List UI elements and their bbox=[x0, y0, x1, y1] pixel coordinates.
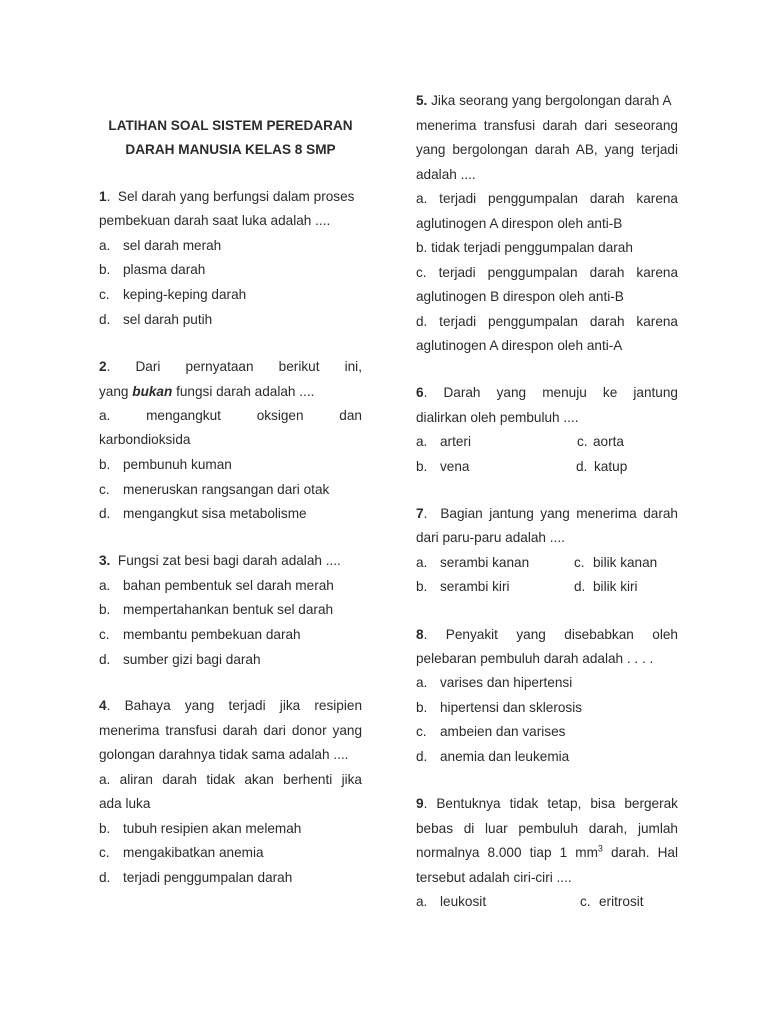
option: c. keping-keping darah bbox=[99, 287, 247, 302]
question-7-line-1: 7. Bagian jantung yang menerima darah bbox=[416, 506, 678, 521]
question-5-line-1: 5. Jika seorang yang bergolongan darah A bbox=[416, 93, 672, 108]
option: c. ambeien dan varises bbox=[416, 724, 566, 739]
option: a. aliran darah tidak akan berhenti jika bbox=[99, 772, 362, 787]
question-number: 3. bbox=[99, 553, 111, 568]
option: d. anemia dan leukemia bbox=[416, 749, 570, 764]
question-number: 8 bbox=[416, 627, 424, 642]
option-continuation: aglutinogen A direspon oleh anti-B bbox=[416, 216, 623, 231]
option: c. terjadi penggumpalan darah karena bbox=[416, 265, 678, 280]
option-pair: a. leukosit c. eritrosit bbox=[416, 894, 644, 909]
question-number: 5. bbox=[416, 93, 428, 108]
option: d. sel darah putih bbox=[99, 312, 213, 327]
option-pair: a. serambi kanan c. bilik kanan bbox=[416, 555, 658, 570]
question-number: 1 bbox=[99, 189, 107, 204]
option-continuation: aglutinogen B direspon oleh anti-B bbox=[416, 289, 624, 304]
question-9-line-4: tersebut adalah ciri-ciri .... bbox=[416, 870, 572, 885]
option: d. terjadi penggumpalan darah bbox=[99, 870, 293, 885]
question-9-line-2: bebas di luar pembuluh darah, jumlah bbox=[416, 821, 678, 836]
question-4-line-1: 4. Bahaya yang terjadi jika resipien bbox=[99, 698, 363, 713]
option: d. mengangkut sisa metabolisme bbox=[99, 506, 307, 521]
option: b. plasma darah bbox=[99, 262, 206, 277]
question-text: Sel darah yang berfungsi dalam proses bbox=[117, 189, 355, 204]
document-title-line-2: DARAH MANUSIA KELAS 8 SMP bbox=[125, 142, 336, 157]
question-7-line-2: dari paru-paru adalah .... bbox=[416, 530, 565, 545]
option-pair: b. vena d. katup bbox=[416, 459, 628, 474]
option: a. mengangkut oksigen dan bbox=[99, 408, 362, 423]
option-continuation: aglutinogen A direspon oleh anti-A bbox=[416, 338, 623, 353]
option: a. sel darah merah bbox=[99, 238, 222, 253]
question-6-line-1: 6. Darah yang menuju ke jantung bbox=[416, 385, 678, 400]
option-pair: a. arteri c. aorta bbox=[416, 434, 624, 449]
option: c. mengakibatkan anemia bbox=[99, 845, 264, 860]
question-4-line-2: menerima transfusi darah dari donor yang bbox=[99, 723, 362, 738]
option-continuation: karbondioksida bbox=[99, 432, 191, 447]
question-number: 9 bbox=[416, 796, 424, 811]
question-number: 2 bbox=[99, 359, 107, 374]
question-5-line-2: menerima transfusi darah dari seseorang bbox=[416, 118, 678, 133]
question-number: 6 bbox=[416, 385, 424, 400]
option: a. varises dan hipertensi bbox=[416, 675, 573, 690]
question-8-line-2: pelebaran pembuluh darah adalah . . . . bbox=[416, 651, 654, 666]
question-number: 7 bbox=[416, 506, 424, 521]
option: b. tubuh resipien akan melemah bbox=[99, 821, 302, 836]
option: c. membantu pembekuan darah bbox=[99, 627, 301, 642]
question-3-line-1: 3. Fungsi zat besi bagi darah adalah .... bbox=[99, 553, 341, 568]
option: d. sumber gizi bagi darah bbox=[99, 652, 261, 667]
document-title-line-1: LATIHAN SOAL SISTEM PEREDARAN bbox=[108, 118, 353, 133]
option: b. mempertahankan bentuk sel darah bbox=[99, 602, 334, 617]
question-5-line-3: yang bergolongan darah AB, yang terjadi bbox=[416, 142, 678, 157]
option-pair: b. serambi kiri d. bilik kiri bbox=[416, 579, 638, 594]
question-2-line-1: 2. Dari pernyataan berikut ini, bbox=[99, 359, 362, 374]
emphasis-word: bukan bbox=[132, 384, 173, 399]
question-5-line-4: adalah .... bbox=[416, 167, 476, 182]
question-number: 4 bbox=[99, 698, 107, 713]
option: c. meneruskan rangsangan dari otak bbox=[99, 482, 330, 497]
option: a. bahan pembentuk sel darah merah bbox=[99, 578, 334, 593]
question-8-line-1: 8. Penyakit yang disebabkan oleh bbox=[416, 627, 678, 642]
option-continuation: ada luka bbox=[99, 796, 151, 811]
option: b. hipertensi dan sklerosis bbox=[416, 700, 583, 715]
question-2-line-2: yang bukan fungsi darah adalah .... bbox=[99, 384, 315, 399]
option: b. tidak terjadi penggumpalan darah bbox=[416, 240, 633, 255]
question-9-line-3: normalnya 8.000 tiap 1 $mm^3$ darah. Hal bbox=[416, 843, 679, 860]
option: b. pembunuh kuman bbox=[99, 457, 232, 472]
question-6-line-2: dialirkan oleh pembuluh .... bbox=[416, 410, 579, 425]
option: d. terjadi penggumpalan darah karena bbox=[416, 314, 678, 329]
question-9-line-1: 9. Bentuknya tidak tetap, bisa bergerak bbox=[416, 796, 678, 811]
question-1-line-2: pembekuan darah saat luka adalah .... bbox=[99, 213, 331, 228]
question-1-line-1: 1. Sel darah yang berfungsi dalam proses bbox=[99, 189, 355, 204]
option: a. terjadi penggumpalan darah karena bbox=[416, 191, 678, 206]
question-4-line-3: golongan darahnya tidak sama adalah .... bbox=[99, 747, 349, 762]
